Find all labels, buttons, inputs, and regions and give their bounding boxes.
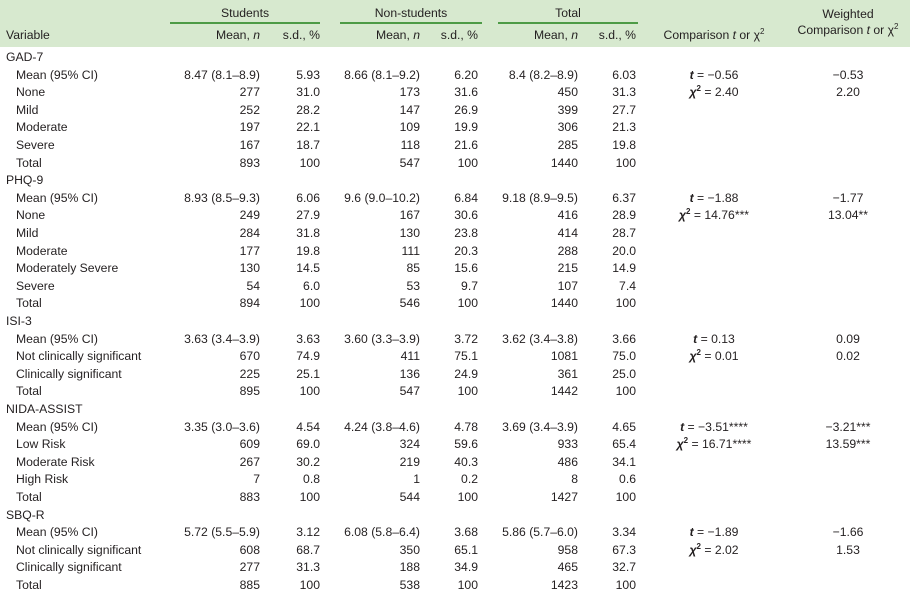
- table-header: [0, 0, 910, 47]
- comparison-value: = 0.01: [700, 349, 739, 364]
- total-row: [0, 383, 910, 401]
- nonstudents-mean-n: 411: [400, 349, 420, 364]
- nonstudents-sd-pct: 23.8: [454, 226, 478, 240]
- students-mean-n: 8.47 (8.1–8.9): [184, 67, 260, 82]
- comparison-superscript: 2: [696, 348, 701, 358]
- table-row: [0, 207, 910, 225]
- total-row: [0, 295, 910, 313]
- section-label: NIDA-ASSIST: [6, 402, 83, 416]
- total-mean-n: 306: [557, 120, 578, 135]
- nonstudents-sd-pct: 6.20: [454, 67, 478, 82]
- row-label: Total: [16, 490, 42, 504]
- total-sd-pct: 6.37: [612, 190, 636, 205]
- total-sd-pct: 28.9: [612, 208, 636, 223]
- students-sd-pct: 100: [299, 296, 320, 311]
- nonstudents-sd-pct: 6.84: [454, 190, 478, 205]
- total-sd-pct: 75.0: [612, 349, 636, 364]
- section-row: [0, 507, 910, 525]
- group-rule-total: [498, 22, 638, 24]
- total-mean-n: 450: [557, 85, 578, 100]
- table-row: [0, 559, 910, 577]
- header-nonstudents-mean-n: Mean, n: [375, 28, 420, 42]
- table-row: [0, 260, 910, 278]
- total-sd-pct: 3.34: [612, 525, 636, 540]
- table-row: [0, 454, 910, 472]
- total-mean-n: 1427: [550, 490, 578, 504]
- nonstudents-sd-pct: 100: [457, 384, 478, 399]
- total-sd-pct: 100: [615, 296, 636, 311]
- row-label: Mean (95% CI): [16, 525, 98, 540]
- table-row: [0, 331, 910, 349]
- total-row: [0, 489, 910, 507]
- students-sd-pct: 31.3: [296, 560, 320, 575]
- total-mean-n: 3.62 (3.4–3.8): [502, 331, 578, 346]
- comparison-symbol: χ: [689, 349, 697, 364]
- comparison-symbol: χ: [689, 542, 697, 557]
- total-sd-pct: 19.8: [612, 138, 636, 152]
- comparison-symbol: χ: [678, 208, 686, 223]
- students-mean-n: 249: [239, 208, 260, 223]
- table-row: [0, 366, 910, 384]
- students-sd-pct: 3.63: [296, 331, 320, 346]
- total-sd-pct: 100: [615, 155, 636, 170]
- total-sd-pct: 65.4: [612, 437, 636, 452]
- comparison-symbol: t: [689, 190, 694, 205]
- students-sd-pct: 31.8: [296, 226, 320, 240]
- nonstudents-sd-pct: 20.3: [454, 243, 478, 258]
- group-non-students: Non-students: [374, 6, 448, 20]
- weighted-comparison-value: −1.66: [832, 525, 864, 540]
- total-sd-pct: 20.0: [612, 243, 636, 258]
- weighted-comparison-value: −0.53: [832, 67, 864, 82]
- comparison-stat: [646, 190, 782, 208]
- weighted-comparison-value: 13.04**: [828, 208, 868, 223]
- comparison-value: = 16.71****: [688, 437, 752, 452]
- total-mean-n: 414: [557, 226, 578, 240]
- total-row: [0, 577, 910, 595]
- row-label: Moderate: [16, 243, 68, 258]
- table-row: [0, 419, 910, 437]
- nonstudents-mean-n: 188: [399, 560, 420, 575]
- total-sd-pct: 34.1: [612, 454, 636, 469]
- comparison-value: = 2.02: [700, 542, 739, 557]
- nonstudents-mean-n: 118: [400, 138, 420, 152]
- comparison-superscript: 2: [683, 436, 689, 446]
- comparison-value: = −1.89: [693, 525, 739, 540]
- row-label: Mean (95% CI): [16, 331, 98, 346]
- table-row: [0, 542, 910, 560]
- table-row: [0, 84, 910, 102]
- row-label: Moderate: [16, 120, 68, 135]
- total-sd-pct: 28.7: [612, 226, 636, 240]
- header-students-sd: s.d., %: [282, 28, 320, 42]
- comparison-value: = 2.40: [700, 85, 739, 100]
- students-mean-n: 277: [239, 560, 260, 575]
- section-row: [0, 49, 910, 67]
- nonstudents-mean-n: 147: [399, 102, 420, 117]
- header-students-mean-n: Mean, n: [215, 28, 260, 42]
- total-mean-n: 416: [557, 208, 578, 223]
- header-total-mean-n: Mean, n: [533, 28, 578, 42]
- comparison-value: = −1.88: [693, 190, 739, 205]
- row-label: Not clinically significant: [16, 542, 142, 557]
- students-mean-n: 895: [239, 384, 260, 399]
- students-sd-pct: 0.8: [303, 472, 320, 487]
- nonstudents-sd-pct: 4.78: [454, 419, 478, 434]
- header-nonstudents-sd: s.d., %: [440, 28, 478, 42]
- comparison-stat: [646, 331, 782, 349]
- total-mean-n: 1440: [550, 296, 578, 311]
- total-sd-pct: 100: [615, 490, 636, 504]
- comparison-value: = 0.13: [697, 331, 735, 346]
- comparison-stat: [646, 524, 782, 542]
- nonstudents-sd-pct: 100: [457, 296, 478, 311]
- total-sd-pct: 100: [615, 384, 636, 399]
- students-sd-pct: 69.0: [296, 437, 320, 452]
- weighted-comparison-value: 13.59***: [825, 437, 871, 452]
- table-row: [0, 225, 910, 243]
- comparison-stat: [646, 67, 782, 85]
- students-mean-n: 225: [239, 366, 260, 381]
- students-mean-n: 284: [239, 226, 260, 240]
- students-sd-pct: 100: [299, 155, 320, 170]
- row-label: Mean (95% CI): [16, 419, 98, 434]
- total-sd-pct: 0.6: [619, 472, 636, 487]
- total-mean-n: 1440: [550, 155, 578, 170]
- nonstudents-mean-n: 4.24 (3.8–4.6): [344, 419, 420, 434]
- nonstudents-mean-n: 547: [399, 384, 420, 399]
- weighted-comparison-value: 1.53: [836, 542, 860, 557]
- students-mean-n: 8.93 (8.5–9.3): [184, 190, 260, 205]
- comparison-stat: [646, 84, 782, 102]
- comparison-symbol: t: [680, 419, 685, 434]
- nonstudents-mean-n: 130: [399, 226, 420, 240]
- row-label: Severe: [16, 138, 55, 152]
- total-mean-n: 1442: [550, 384, 578, 399]
- comparison-stat: [646, 542, 782, 560]
- comparison-symbol: t: [689, 525, 694, 540]
- total-mean-n: 486: [557, 454, 578, 469]
- students-sd-pct: 31.0: [296, 85, 320, 100]
- students-mean-n: 277: [239, 85, 260, 100]
- total-sd-pct: 67.3: [612, 542, 636, 557]
- section-label: ISI-3: [6, 314, 32, 328]
- group-rule-non-students: [340, 22, 482, 24]
- nonstudents-sd-pct: 0.2: [461, 472, 478, 487]
- group-total: Total: [555, 6, 581, 20]
- comparison-superscript: 2: [685, 207, 691, 217]
- total-sd-pct: 27.7: [612, 102, 636, 117]
- nonstudents-mean-n: 547: [399, 155, 420, 170]
- nonstudents-sd-pct: 15.6: [454, 261, 478, 276]
- students-mean-n: 608: [239, 542, 260, 557]
- students-sd-pct: 30.2: [296, 454, 320, 469]
- row-label: High Risk: [16, 472, 69, 487]
- comparison-symbol: t: [689, 67, 694, 82]
- weighted-comparison-value: −3.21***: [825, 419, 871, 434]
- table-row: [0, 119, 910, 137]
- nonstudents-sd-pct: 65.1: [454, 542, 478, 557]
- students-mean-n: 609: [239, 437, 260, 452]
- nonstudents-mean-n: 544: [399, 490, 420, 504]
- table-row: [0, 102, 910, 120]
- header-weighted-comparison: Comparison t or $\chi^2$: [797, 21, 899, 37]
- total-mean-n: 1423: [550, 578, 578, 592]
- nonstudents-mean-n: 8.66 (8.1–9.2): [344, 67, 420, 82]
- nonstudents-sd-pct: 21.6: [454, 138, 478, 152]
- row-label: Moderately Severe: [16, 261, 119, 276]
- total-sd-pct: 32.7: [612, 560, 636, 575]
- total-mean-n: 215: [557, 261, 578, 276]
- section-label: GAD-7: [6, 50, 44, 64]
- students-mean-n: 54: [246, 278, 260, 293]
- students-mean-n: 885: [239, 578, 260, 592]
- students-mean-n: 883: [239, 490, 260, 504]
- total-mean-n: 399: [557, 102, 578, 117]
- nonstudents-mean-n: 219: [399, 454, 420, 469]
- comparison-stat: [646, 419, 782, 437]
- nonstudents-sd-pct: 31.6: [454, 85, 478, 100]
- table-row: [0, 348, 910, 366]
- comparison-stat: [646, 207, 782, 225]
- header-variable: Variable: [6, 28, 50, 42]
- nonstudents-sd-pct: 34.9: [454, 560, 478, 575]
- nonstudents-mean-n: 9.6 (9.0–10.2): [344, 190, 420, 205]
- nonstudents-sd-pct: 75.1: [454, 349, 478, 364]
- students-sd-pct: 74.9: [296, 349, 320, 364]
- row-label: Total: [16, 578, 42, 592]
- table-row: [0, 471, 910, 489]
- table-row: [0, 436, 910, 454]
- row-label: Moderate Risk: [16, 454, 95, 469]
- nonstudents-mean-n: 53: [406, 278, 420, 293]
- students-sd-pct: 27.9: [296, 208, 320, 223]
- comparison-value: = −3.51****: [684, 419, 748, 434]
- students-sd-pct: 18.7: [296, 138, 320, 152]
- students-sd-pct: 14.5: [296, 261, 320, 276]
- nonstudents-mean-n: 350: [399, 542, 420, 557]
- table-row: [0, 190, 910, 208]
- header-total-sd: s.d., %: [598, 28, 636, 42]
- nonstudents-mean-n: 324: [399, 437, 420, 452]
- total-sd-pct: 31.3: [612, 85, 636, 100]
- weighted-comparison-value: −1.77: [832, 190, 864, 205]
- total-sd-pct: 7.4: [619, 278, 636, 293]
- total-mean-n: 361: [557, 366, 578, 381]
- row-label: Clinically significant: [16, 366, 122, 381]
- total-mean-n: 465: [557, 560, 578, 575]
- nonstudents-sd-pct: 19.9: [454, 120, 478, 135]
- section-label: SBQ-R: [6, 507, 45, 522]
- nonstudents-sd-pct: 40.3: [454, 454, 478, 469]
- students-mean-n: 5.72 (5.5–5.9): [184, 525, 260, 540]
- nonstudents-sd-pct: 3.68: [454, 525, 478, 540]
- row-label: Not clinically significant: [16, 349, 142, 364]
- total-mean-n: 958: [557, 542, 578, 557]
- row-label: Total: [16, 384, 42, 399]
- students-sd-pct: 68.7: [296, 542, 320, 557]
- students-mean-n: 893: [239, 155, 260, 170]
- total-sd-pct: 4.65: [612, 419, 636, 434]
- comparison-stat: [646, 436, 782, 454]
- total-mean-n: 1081: [550, 349, 578, 364]
- total-mean-n: 8.4 (8.2–8.9): [508, 67, 578, 82]
- row-label: Total: [16, 155, 42, 170]
- students-sd-pct: 6.06: [296, 190, 320, 205]
- students-sd-pct: 5.93: [296, 67, 320, 82]
- nonstudents-mean-n: 85: [406, 261, 420, 276]
- weighted-comparison-value: 2.20: [836, 85, 860, 100]
- nonstudents-mean-n: 111: [401, 243, 420, 258]
- section-row: [0, 172, 910, 190]
- nonstudents-sd-pct: 100: [457, 155, 478, 170]
- nonstudents-mean-n: 546: [399, 296, 420, 311]
- comparison-symbol: t: [693, 331, 698, 346]
- row-label: Mild: [16, 102, 39, 117]
- row-label: Total: [16, 296, 42, 311]
- students-sd-pct: 22.1: [296, 120, 320, 135]
- students-mean-n: 7: [253, 472, 260, 487]
- students-mean-n: 267: [239, 454, 260, 469]
- group-rule-students: [170, 22, 320, 24]
- nonstudents-mean-n: 538: [399, 578, 420, 592]
- section-label: PHQ-9: [6, 173, 44, 188]
- nonstudents-sd-pct: 3.72: [454, 331, 478, 346]
- row-label: Low Risk: [16, 437, 66, 452]
- nonstudents-sd-pct: 100: [457, 490, 478, 504]
- nonstudents-sd-pct: 100: [457, 578, 478, 592]
- total-mean-n: 8: [571, 472, 578, 487]
- students-sd-pct: 3.12: [296, 525, 320, 540]
- students-mean-n: 3.63 (3.4–3.9): [184, 331, 260, 346]
- table-row: [0, 524, 910, 542]
- students-sd-pct: 100: [299, 490, 320, 504]
- comparison-stat: [646, 348, 782, 366]
- row-label: Clinically significant: [16, 560, 122, 575]
- total-mean-n: 288: [557, 243, 578, 258]
- header-weighted: Weighted: [822, 7, 874, 21]
- students-sd-pct: 100: [299, 578, 320, 592]
- table-row: [0, 137, 910, 155]
- group-students: Students: [220, 6, 270, 20]
- nonstudents-sd-pct: 24.9: [454, 366, 478, 381]
- total-sd-pct: 3.66: [612, 331, 636, 346]
- students-sd-pct: 28.2: [296, 102, 320, 117]
- row-label: None: [16, 85, 46, 100]
- nonstudents-sd-pct: 30.6: [454, 208, 478, 223]
- row-label: Severe: [16, 278, 55, 293]
- students-mean-n: 894: [239, 296, 260, 311]
- nonstudents-mean-n: 1: [413, 472, 420, 487]
- nonstudents-mean-n: 167: [399, 208, 420, 223]
- nonstudents-sd-pct: 59.6: [454, 437, 478, 452]
- total-sd-pct: 6.03: [612, 67, 636, 82]
- total-mean-n: 5.86 (5.7–6.0): [502, 525, 578, 540]
- total-mean-n: 285: [557, 138, 578, 152]
- nonstudents-mean-n: 173: [399, 85, 420, 100]
- row-label: None: [16, 208, 46, 223]
- comparison-value: = −0.56: [693, 67, 739, 82]
- students-mean-n: 197: [239, 120, 260, 135]
- table-row: [0, 278, 910, 296]
- comparison-superscript: 2: [696, 84, 701, 94]
- total-row: [0, 155, 910, 173]
- total-mean-n: 3.69 (3.4–3.9): [502, 419, 578, 434]
- total-mean-n: 9.18 (8.9–9.5): [502, 190, 578, 205]
- comparison-symbol: χ: [689, 85, 697, 100]
- row-label: Mean (95% CI): [16, 67, 98, 82]
- table-row: [0, 67, 910, 85]
- section-row: [0, 401, 910, 419]
- students-mean-n: 177: [239, 243, 260, 258]
- students-sd-pct: 100: [299, 384, 320, 399]
- total-sd-pct: 100: [615, 578, 636, 592]
- students-sd-pct: 6.0: [303, 278, 320, 293]
- students-sd-pct: 19.8: [296, 243, 320, 258]
- students-mean-n: 130: [239, 261, 260, 276]
- nonstudents-sd-pct: 26.9: [454, 102, 478, 117]
- total-mean-n: 933: [557, 437, 578, 452]
- nonstudents-sd-pct: 9.7: [461, 278, 478, 293]
- students-mean-n: 167: [239, 138, 260, 152]
- comparison-superscript: 2: [696, 541, 701, 551]
- comparison-value: = 14.76***: [690, 208, 750, 223]
- students-sd-pct: 4.54: [296, 419, 320, 434]
- weighted-comparison-value: 0.02: [836, 349, 860, 364]
- nonstudents-mean-n: 6.08 (5.8–6.4): [344, 525, 420, 540]
- header-comparison: Comparison t or $\chi^2$: [663, 26, 765, 42]
- total-sd-pct: 21.3: [612, 120, 636, 135]
- section-row: [0, 313, 910, 331]
- row-label: Mean (95% CI): [16, 190, 98, 205]
- total-sd-pct: 14.9: [612, 261, 636, 276]
- total-mean-n: 107: [557, 278, 578, 293]
- nonstudents-mean-n: 136: [399, 366, 420, 381]
- students-mean-n: 252: [239, 102, 260, 117]
- students-mean-n: 3.35 (3.0–3.6): [184, 419, 260, 434]
- weighted-comparison-value: 0.09: [836, 331, 860, 346]
- students-mean-n: 670: [239, 349, 260, 364]
- students-sd-pct: 25.1: [296, 366, 320, 381]
- nonstudents-mean-n: 109: [399, 120, 420, 135]
- row-label: Mild: [16, 226, 39, 240]
- nonstudents-mean-n: 3.60 (3.3–3.9): [344, 331, 420, 346]
- table-row: [0, 243, 910, 261]
- total-sd-pct: 25.0: [612, 366, 636, 381]
- comparison-symbol: χ: [676, 437, 684, 452]
